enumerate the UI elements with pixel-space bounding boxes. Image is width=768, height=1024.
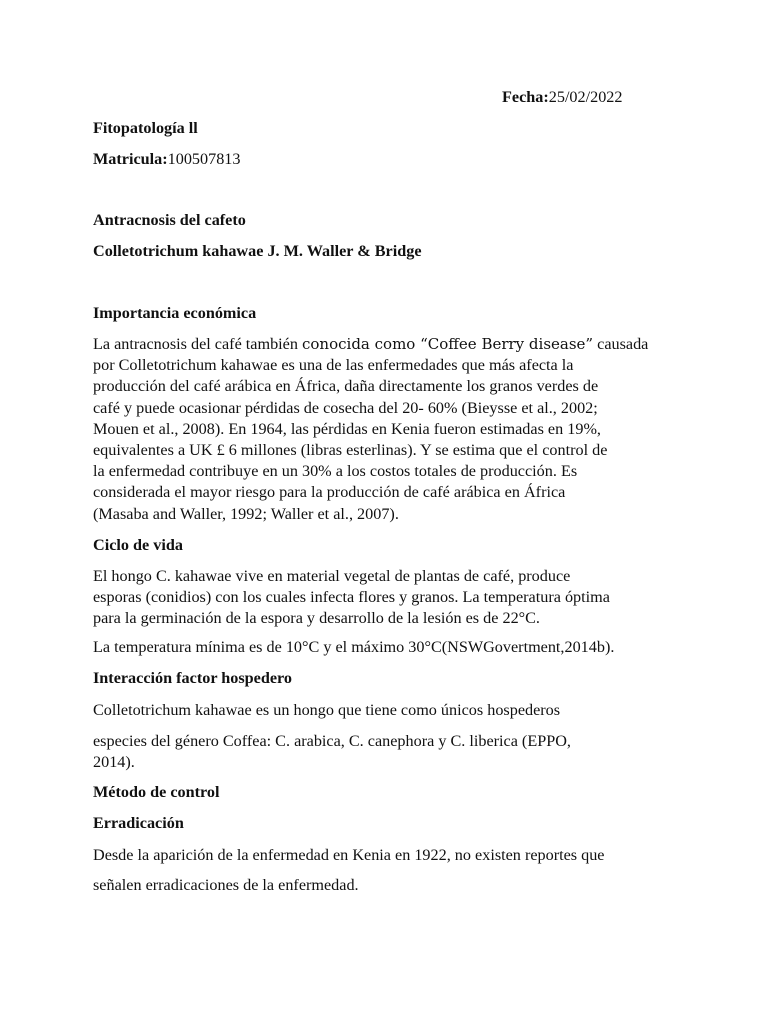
paragraph-line: la enfermedad contribuye en un 30% a los costos totales de producción. Es (93, 462, 578, 481)
section-heading-importancia: Importancia económica (93, 304, 257, 322)
paragraph-line: considerada el mayor riesgo para la producción de café arábica en África (93, 483, 566, 502)
erradicacion-line-2: señalen erradicaciones de la enfermedad. (93, 876, 359, 894)
document-title: Antracnosis del cafeto (93, 211, 246, 229)
paragraph-line: especies del género Coffea: C. arabica, C. canephora y C. liberica (EPPO, (93, 732, 571, 750)
text-run: causada (593, 335, 649, 353)
course-name: Fitopatología ll (93, 119, 198, 137)
date-line (502, 88, 623, 107)
paragraph-line (93, 334, 683, 355)
paragraph-interaccion (93, 731, 683, 773)
paragraph-line: esporas (conidios) con los cuales infecta flores y granos. La temperatura óptima (93, 588, 610, 607)
paragraph-line: por Colletotrichum kahawae es una de las enfermedades que más afecta la (93, 356, 574, 375)
date-value: 25/02/2022 (548, 88, 623, 106)
paragraph-line: para la germinación de la espora y desarrollo de la lesión es de 22°C. (93, 609, 540, 628)
date-label: Fecha: (502, 88, 549, 106)
matricula-line (93, 150, 240, 169)
temperature-line: La temperatura mínima es de 10°C y el máximo 30°C(NSWGovertment,2014b). (93, 638, 615, 656)
paragraph-importancia (93, 334, 683, 525)
interaccion-line-1: Colletotrichum kahawae es un hongo que tiene como únicos hospederos (93, 701, 561, 719)
paragraph-line: Mouen et al., 2008). En 1964, las pérdidas en Kenia fueron estimadas en 19%, (93, 419, 601, 438)
matricula-value: 100507813 (167, 150, 241, 168)
species-name: Colletotrichum kahawae J. M. Waller & Bridge (93, 242, 422, 260)
paragraph-line: 2014). (93, 753, 135, 772)
paragraph-line: producción del café arábica en África, daña directamente los granos verdes de (93, 377, 599, 396)
matricula-label: Matricula: (93, 150, 168, 168)
section-heading-metodo: Método de control (93, 783, 220, 801)
paragraph-line: café y puede ocasionar pérdidas de cosecha del 20- 60% (Bieysse et al., 2002; (93, 398, 598, 417)
text-run-mixed-font: conocida como “Coffee Berry disease” (302, 335, 594, 353)
paragraph-line: (Masaba and Waller, 1992; Waller et al., 2007). (93, 504, 399, 523)
erradicacion-line-1: Desde la aparición de la enfermedad en Kenia en 1922, no existen reportes que (93, 846, 605, 864)
paragraph-line: equivalentes a UK £ 6 millones (libras esterlinas). Y se estima que el control de (93, 441, 608, 460)
paragraph-ciclo (93, 566, 683, 630)
text-run: La antracnosis del café también (93, 335, 302, 353)
subsection-heading-erradicacion: Erradicación (93, 814, 184, 832)
section-heading-ciclo: Ciclo de vida (93, 536, 183, 554)
paragraph-line: El hongo C. kahawae vive en material vegetal de plantas de café, produce (93, 567, 571, 585)
section-heading-interaccion: Interacción factor hospedero (93, 669, 293, 687)
